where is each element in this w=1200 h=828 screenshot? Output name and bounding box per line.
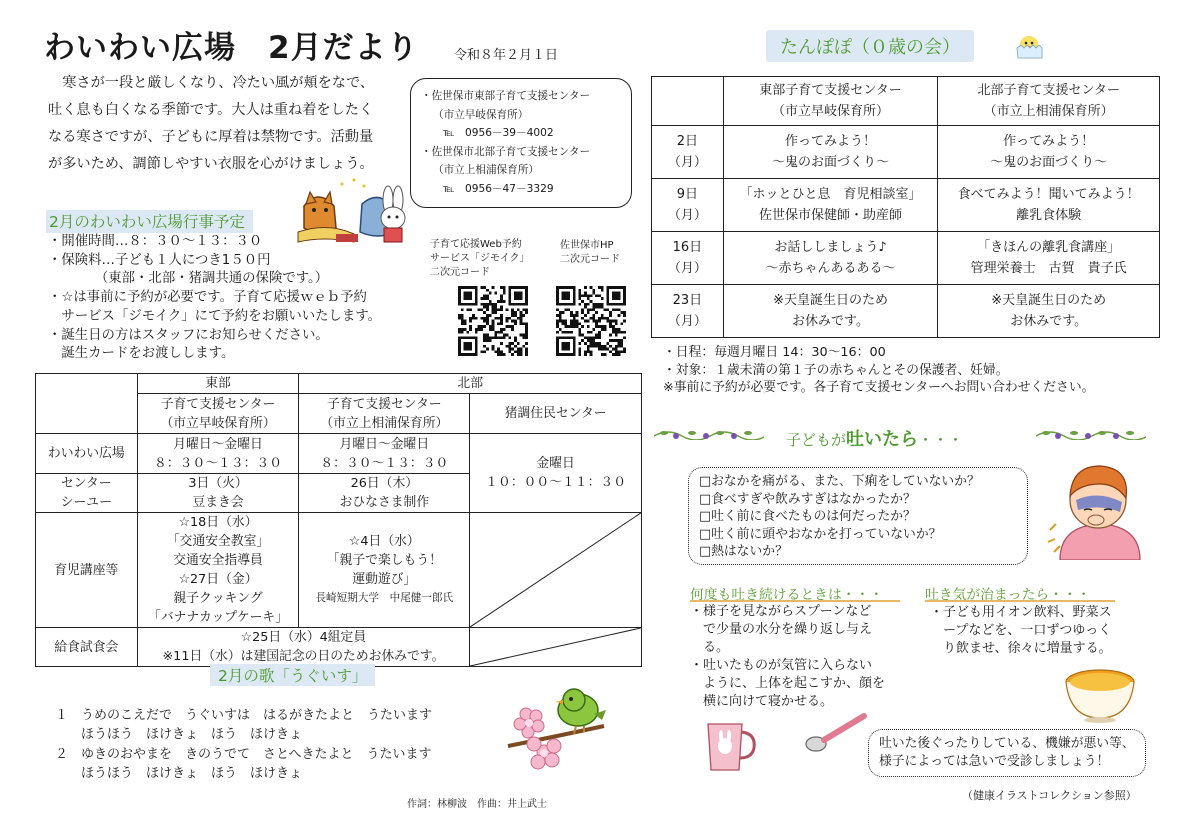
- song-line: ２ ゆきのおやまを きのうでて さとへきたよと うたいます: [55, 746, 432, 762]
- cup-illustration: [700, 718, 760, 776]
- heading-underline: [690, 600, 900, 602]
- intro-line: が多いため、調節しやすい衣服を心がけましょう。: [48, 156, 374, 172]
- checklist-item: □食べすぎや飲みすぎはなかったか？: [699, 491, 916, 507]
- checklist-item: □熱はないか？: [699, 544, 788, 559]
- kyushoku-detail: ☆25日（水）4組定員 ※11日（水）は建国記念の日のためお休みです。: [137, 628, 470, 667]
- heading-underline: [925, 600, 1115, 602]
- tampopo-corner: [652, 77, 724, 126]
- east-center-name: ・佐世保市東部子育て支援センター: [421, 90, 591, 102]
- warning-note: [868, 729, 1146, 777]
- tampopo-east-cell: 作ってみよう！ ～鬼のお面づくり～: [723, 126, 938, 179]
- song-line: ほうほう ほけきょ ほう ほけきょ: [55, 765, 303, 781]
- table-corner: [36, 374, 138, 434]
- vomit-checklist: [688, 467, 1028, 565]
- intro-paragraph: [48, 70, 398, 178]
- row-label-waiwai: わいわい広場: [36, 434, 138, 474]
- jimoiku-qr-label: 二次元コード: [430, 267, 490, 278]
- kamiainoura-header: 子育て支援センター （市立上相浦保育所）: [299, 394, 470, 434]
- city-qr-code[interactable]: [556, 286, 626, 356]
- events-line: （東部・北部・猪調共通の保険です。）: [48, 271, 329, 287]
- row-label-seesaw: センター シーユー: [36, 474, 138, 513]
- stop-line: ープなどを、一口ずつゆっく: [930, 623, 1112, 638]
- jimoiku-qr-code[interactable]: [458, 286, 528, 356]
- east-header: 東部: [137, 374, 299, 394]
- tampopo-north-cell: 作ってみよう！ ～鬼のお面づくり～: [938, 126, 1160, 179]
- vomit-title-post: ・・・: [918, 431, 964, 449]
- diagonal-line: [470, 513, 641, 627]
- contact-box: [410, 78, 632, 208]
- keep-vomiting-text: [690, 603, 900, 711]
- ikuji-hayaki: ☆18日（水） 「交通安全教室」 交通安全指導員 ☆27日（金） 親子クッキング 「バナナカップケーキ」: [137, 513, 299, 628]
- city-qr-label: 佐世保市HP: [560, 240, 614, 251]
- row-label-kyushoku: 給食試食会: [36, 628, 138, 667]
- page-title: わいわい広場 2月だより: [44, 30, 419, 66]
- row-label-ikuji: 育児講座等: [36, 513, 138, 628]
- song-line: １ うめのこえだで うぐいすは はるがきたよと うたいます: [55, 708, 433, 723]
- tampopo-title: たんぽぽ（０歳の会）: [766, 30, 974, 62]
- jimoiku-qr-label: サービス「ジモイク」: [430, 253, 530, 264]
- tampopo-day: 9日 （月）: [652, 179, 724, 232]
- keep-line: ように、上体を起こすか、顔を: [690, 676, 886, 691]
- seesaw-kamiainoura: 26日（木） おひなさま制作: [299, 474, 470, 513]
- song-credit: 作詞：林柳波 作曲：井上武士: [407, 799, 547, 810]
- tampopo-header-north: 北部子育て支援センター （市立上相浦保育所）: [938, 77, 1160, 126]
- inoshirabe-header: 猪調住民センター: [470, 394, 642, 434]
- tampopo-east-cell: お話ししましょう♪ ～赤ちゃんあるある～: [723, 232, 938, 285]
- checklist-item: □吐く前に食べたものは何だったか？: [699, 509, 916, 524]
- diagonal-line: [470, 628, 641, 666]
- keep-line: ・様子を見ながらスプーンなど: [690, 604, 872, 619]
- tampopo-east-cell: ※天皇誕生日のため お休みです。: [723, 285, 938, 338]
- keep-vomiting-heading: 何度も吐き続けるときは・・・: [690, 587, 884, 603]
- tampopo-day: 2日 （月）: [652, 126, 724, 179]
- stop-line: ・子ども用イオン飲料、野菜ス: [930, 605, 1112, 620]
- keep-line: る。: [690, 640, 730, 655]
- intro-line: 寒さが一段と厳しくなり、冷たい風が頬をなで、: [48, 75, 375, 91]
- song-line: ほうほう ほけきょ ほう ほけきょ: [55, 727, 303, 743]
- bush-warbler-illustration: [498, 684, 608, 774]
- north-center-tel: ℡ 0956－47－3329: [443, 182, 554, 195]
- stop-line: り飲ませ、徐々に増量する。: [930, 641, 1112, 656]
- intro-line: 吐く息も白くなる季節です。大人は重ね着をしたく: [48, 102, 374, 118]
- north-header: 北部: [299, 374, 642, 394]
- events-line: ・開催時間…８：３０～１３：３０: [48, 234, 263, 249]
- nausea-stopped-text: [930, 604, 1112, 658]
- tampopo-header-east: 東部子育て支援センター （市立早岐保育所）: [723, 77, 938, 126]
- song-lyrics: [55, 706, 432, 783]
- kyushoku-inoshirabe-empty: [470, 628, 642, 667]
- song-title: 2月の歌「うぐいす」: [210, 664, 375, 686]
- tampopo-table: [651, 76, 1160, 338]
- ikuji-inoshirabe-empty: [470, 513, 642, 628]
- jimoiku-qr-label: 子育て応援Web予約: [430, 239, 522, 250]
- issue-date: 令和８年２月１日: [454, 48, 559, 63]
- schedule-line: ※事前に予約が必要です。各子育て支援センターへお問い合わせください。: [663, 380, 1095, 395]
- soup-bowl-illustration: [1060, 660, 1140, 724]
- hayaki-header: 子育て支援センター （市立早岐保育所）: [137, 394, 299, 434]
- flower-vine-decoration: [1036, 428, 1146, 440]
- city-qr-label: 二次元コード: [560, 254, 620, 265]
- nausea-stopped-heading: 吐き気が治まったら・・・: [925, 587, 1091, 603]
- waiwai-kamiainoura: 月曜日～金曜日 ８：３０～１３：３０: [299, 434, 470, 474]
- keep-line: ・吐いたものが気管に入らない: [690, 658, 873, 673]
- events-line: 誕生カードをお渡しします。: [48, 346, 235, 362]
- chick-icon: [1014, 32, 1044, 60]
- tampopo-schedule: [663, 344, 1094, 397]
- intro-line: なる寒さですが、子どもに厚着は禁物です。活動量: [48, 129, 374, 145]
- schedule-line: ・対象：１歳未満の第１子の赤ちゃんとその保護者、妊婦。: [663, 362, 1009, 378]
- waiwai-hayaki: 月曜日～金曜日 ８：３０～１３：３０: [137, 434, 299, 474]
- north-center-sub: （市立上相浦保育所）: [433, 164, 539, 176]
- tampopo-north-cell: ※天皇誕生日のため お休みです。: [938, 285, 1160, 338]
- illustration-reference: （健康イラストコレクション参照）: [962, 789, 1137, 802]
- tampopo-day: 23日 （月）: [652, 285, 724, 338]
- keep-line: 横に向けて寝かせる。: [690, 694, 834, 709]
- checklist-item: □吐く前に頭やおなかを打っていないか？: [699, 526, 942, 542]
- seesaw-hayaki: 3日（火） 豆まき会: [137, 474, 299, 513]
- tampopo-day: 16日 （月）: [652, 232, 724, 285]
- east-center-sub: （市立早岐保育所）: [433, 108, 529, 121]
- flower-vine-decoration: [654, 428, 764, 440]
- sick-child-illustration: [1040, 460, 1152, 560]
- events-line: ・☆は事前に予約が必要です。子育て応援ｗｅｂ予約: [48, 290, 367, 306]
- vomit-section-title: [786, 425, 963, 451]
- tampopo-north-cell: 「きほんの離乳食講座」 管理栄養士 古賀 貴子氏: [938, 232, 1160, 285]
- spoon-illustration: [802, 710, 872, 756]
- tampopo-north-cell: 食べてみよう！聞いてみよう！ 離乳食体験: [938, 179, 1160, 232]
- events-line: サービス「ジモイク」にて予約をお願いいたします。: [48, 308, 382, 324]
- keep-line: で少量の水分を繰り返し与え: [690, 622, 873, 637]
- events-list: [48, 233, 428, 364]
- east-center-tel: ℡ 0956－39－4002: [443, 127, 554, 139]
- north-center-name: ・佐世保市北部子育て支援センター: [421, 145, 591, 158]
- tampopo-east-cell: 「ホッとひと息 育児相談室」 佐世保市保健師・助産師: [723, 179, 938, 232]
- schedule-table: [35, 373, 642, 667]
- vomit-title-big: 吐いたら: [846, 429, 919, 450]
- waiwai-inoshirabe: 金曜日 １０：００～１１：３０: [470, 434, 642, 513]
- schedule-line: ・日程：毎週月曜日 14：30～16：00: [663, 345, 886, 360]
- vomit-title-pre: 子どもが: [786, 431, 847, 449]
- events-line: ・誕生日の方はスタッフにお知らせください。: [48, 327, 329, 343]
- note-line: 様子によっては急いで受診しましょう！: [879, 754, 1110, 769]
- checklist-item: □おなかを痛がる、また、下痢をしていないか？: [699, 474, 980, 489]
- events-title: 2月のわいわい広場行事予定: [46, 210, 253, 233]
- ikuji-kamiainoura: ☆4日（水） 「親子で楽しもう！ 運動遊び」 長崎短期大学 中尾健一郎氏: [299, 513, 470, 628]
- note-line: 吐いた後ぐったりしている、機嫌が悪い等、: [879, 736, 1135, 751]
- events-line: ・保険料…子ども１人につき1５０円: [48, 252, 271, 268]
